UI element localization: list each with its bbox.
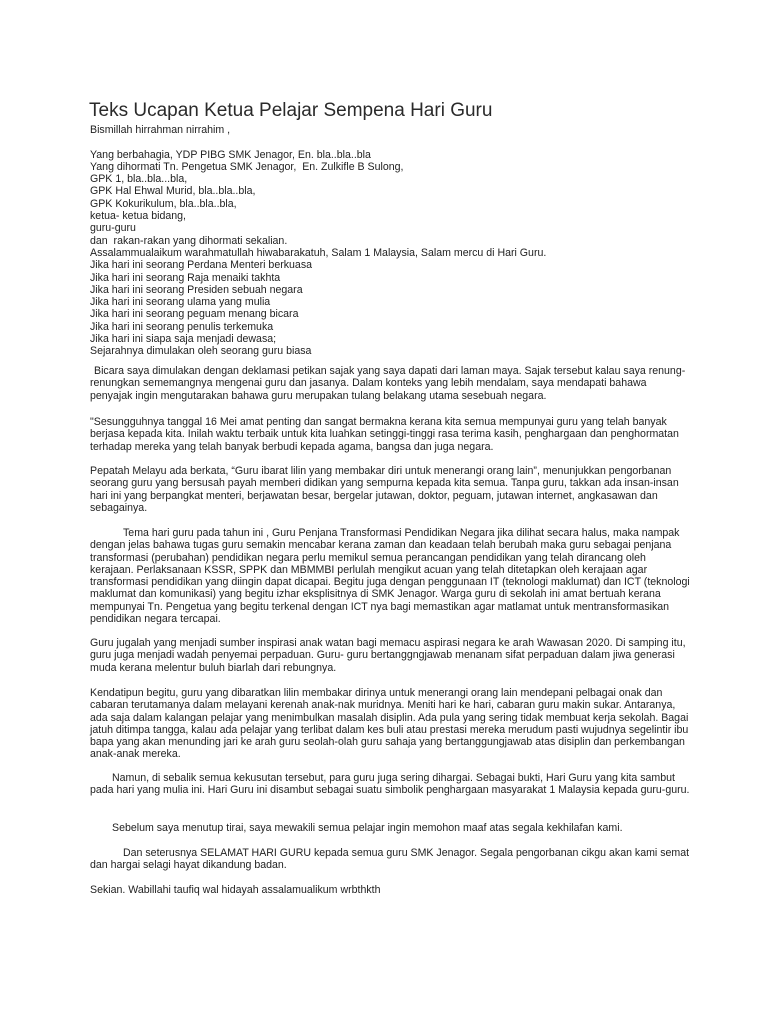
greeting-line: GPK Hal Ehwal Murid, bla..bla..bla, [90, 185, 256, 198]
paragraph: Pepatah Melayu ada berkata, “Guru ibarat lilin yang membakar diri untuk menerangi orang lain”, menunjukkan pengorbanan seorang guru yang bersusah payah memberi didikan yang sempurna kepada kita semua. Tanpa guru, takkan ada insan-insan hari ini yang berpangkat menteri, berjawatan besar, bergelar jutawan, doktor, peguam, jutawan internet, angkasawan dan sebagainya. [90, 465, 679, 514]
poem-line: Sejarahnya dimulakan oleh seorang guru biasa [90, 345, 312, 358]
paragraph: Tema hari guru pada tahun ini , Guru Penjana Transformasi Pendidikan Negara jika dilihat secara halus, maka nampak dengan jelas bahawa tugas guru semakin mencabar kerana zaman dan keadaan telah berubah maka guru sebagai penjana transformasi (perubahan) pendidikan negara perlu memikul semua perancangan pendidikan yang telah dirancang oleh kerajaan. Perlaksanaan KSSR, SPPK dan MBMMBI perlulah mengikut acuan yang telah ditetapkan oleh kerajaan agar transformasi pendidikan yang diingin dapat dicapai. Begitu juga dengan penggunaan IT (teknologi maklumat) dan ICT (teknologi maklumat dan komunikasi) yang begitu izhar eksplisitnya di SMK Jenagor. Warga guru di sekolah ini amat bertuah kerana mempunyai Tn. Pengetua yang begitu terkenal dengan ICT nya bagi memastikan agar matlamat untuk mentransformasikan pendidikan negara tercapai. [90, 527, 690, 626]
paragraph: Sebelum saya menutup tirai, saya mewakili semua pelajar ingin memohon maaf atas segala kekhilafan kami. [112, 822, 623, 834]
greeting-line: dan rakan-rakan yang dihormati sekalian. [90, 234, 288, 247]
greeting-line: guru-guru [90, 222, 136, 235]
poem-line: Jika hari ini siapa saja menjadi dewasa; [90, 333, 277, 346]
paragraph: Guru jugalah yang menjadi sumber inspirasi anak watan bagi memacu aspirasi negara ke arah Wawasan 2020. Di samping itu, guru juga menjadi wadah penyemai perpaduan. Guru- guru bertanggngjawab menanam sifat perpaduan dalam jiwa generasi muda kerana melentur buluh biarlah dari rebungnya. [90, 637, 686, 674]
poem-line: Jika hari ini seorang Presiden sebuah negara [90, 283, 303, 296]
greeting-line: GPK Kokurikulum, bla..bla..bla, [90, 197, 237, 210]
greeting-line [90, 136, 690, 148]
poem-line: Jika hari ini seorang penulis terkemuka [90, 320, 274, 333]
paragraph: Dan seterusnya SELAMAT HARI GURU kepada semua guru SMK Jenagor. Segala pengorbanan cikgu akan kami semat dan hargai selagi hayat dikandung badan. [90, 847, 690, 872]
greeting-line: GPK 1, bla..bla...bla, [90, 173, 188, 186]
paragraph: "Sesungguhnya tanggal 16 Mei amat penting dan sangat bermakna kerana kita semua mempunyai guru yang telah banyak berjasa kepada kita. Inilah waktu terbaik untuk kita luahkan setinggi-tinggi rasa terima kasih, penghargaan dan penghormatan terhadap mereka yang telah banyak berbudi kepada agama, bangsa dan juga negara. [90, 416, 679, 453]
closing-paragraph: Sekian. Wabillahi taufiq wal hidayah assalamualikum wrbthkth [90, 884, 381, 896]
document-title: Teks Ucapan Ketua Pelajar Sempena Hari Guru [89, 100, 493, 121]
greeting-line: Bismillah hirrahman nirrahim , [90, 124, 231, 136]
greeting-block [90, 124, 690, 358]
poem-line: Jika hari ini seorang ulama yang mulia [90, 296, 271, 309]
greeting-line: Yang dihormati Tn. Pengetua SMK Jenagor, En. Zulkifle B Sulong, [90, 160, 404, 173]
paragraph: Bicara saya dimulakan dengan deklamasi petikan sajak yang saya dapati dari laman maya. Sajak tersebut kalau saya renung- renungkan sememangnya mengenai guru dan jasanya. Dalam konteks yang lebih mendalam, saya mendapati bahawa penyajak ingin mengutarakan bahawa guru merupakan tulang belakang utama sesebuah negara. [90, 365, 686, 402]
greeting-line: Assalammualaikum warahmatullah hiwabarakatuh, Salam 1 Malaysia, Salam mercu di Hari Guru. [90, 246, 547, 259]
poem-line: Jika hari ini seorang Perdana Menteri berkuasa [90, 259, 313, 272]
paragraph: Kendatipun begitu, guru yang dibaratkan lilin membakar dirinya untuk menerangi orang lain mendepani pelbagai onak dan cabaran terutamanya dalam melayani kerenah anak-nak muridnya. Meniti hari ke hari, cabaran guru makin sukar. Antaranya, ada saja dalam kalangan pelajar yang menimbulkan masalah disiplin. Ada pula yang sering tidak membuat kerja sekolah. Bagai jatuh ditimpa tangga, kalau ada pelajar yang terlibat dalam kes buli atau prestasi mereka merudum pasti wujudnya segelintir ibu bapa yang akan menunding jari ke arah guru seolah-olah guru sahaja yang bertanggungjawab atas disiplin dan perkembangan anak-anak mereka. [90, 687, 689, 761]
greeting-line: ketua- ketua bidang, [90, 210, 187, 223]
greeting-line: Yang berbahagia, YDP PIBG SMK Jenagor, En. bla..bla..bla [90, 148, 371, 161]
paragraph: Namun, di sebalik semua kekusutan tersebut, para guru juga sering dihargai. Sebagai bukti, Hari Guru yang kita sambut pada hari yang mulia ini. Hari Guru ini disambut sebagai suatu simbolik penghargaan masyarakat 1 Malaysia kepada guru-guru. [90, 772, 690, 797]
poem-line: Jika hari ini seorang peguam menang bicara [90, 308, 299, 321]
poem-line: Jika hari ini seorang Raja menaiki takhta [90, 271, 281, 284]
